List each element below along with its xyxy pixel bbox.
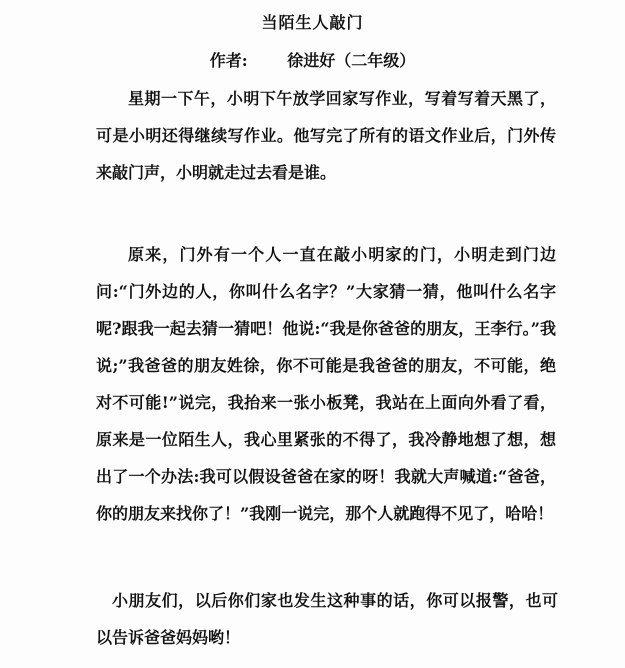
paragraph-1: 星期一下午，小明下午放学回家写作业，写着写着天黑了，可是小明还得继续写作业。他写完了所有的语文作业后，门外传来敲门声，小明就走过去看是谁。 [96, 89, 556, 182]
author-label: 作者: [209, 51, 248, 70]
author-line [0, 48, 625, 71]
author-name: 徐进好（二年级） [287, 51, 416, 70]
paragraph-3: 小朋友们，以后你们家也发生这种事的话，你可以报警，也可以告诉爸爸妈妈哟！ [96, 591, 558, 647]
paragraph-2: 原来，门外有一个人一直在敲小明家的门，小明走到门边问:“门外边的人，你叫什么名字？”大家猜一猜，他叫什么名字呢?跟我一起去猜一猜吧！他说:“我是你爸爸的朋友，王李行。”我说;”我爸爸的朋友姓徐，你不可能是我爸爸的朋友，不可能，绝对不可能!”说完，我抬来一张小板凳，我站在上面向外看了看，原来是一位陌生人，我心里紧张的不得了，我冷静地想了想，想出了一个办法:我可以假设爸爸在家的呀！我就大声喊道:“爸爸，你的朋友来找你了！”我刚一说完，那个人就跑得不见了，哈哈！ [96, 245, 556, 523]
page-title: 当陌生人敲门 [261, 13, 364, 32]
